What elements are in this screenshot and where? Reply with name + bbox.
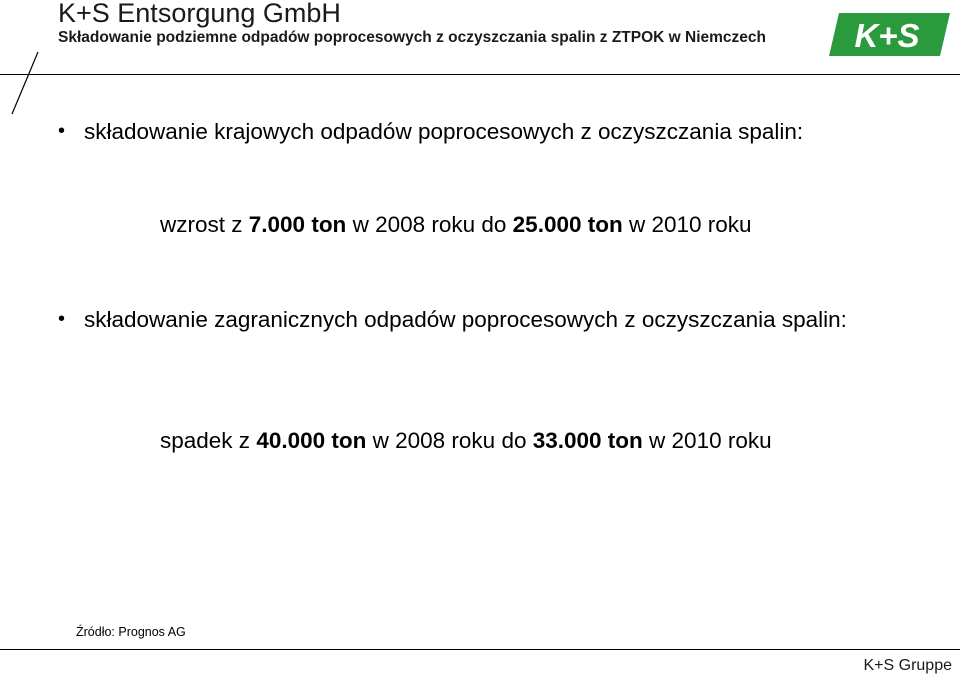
detail-value-end: 33.000 ton — [532, 428, 643, 453]
detail-value-start: 40.000 ton — [256, 428, 367, 453]
bullet-detail — [160, 428, 772, 454]
bullet-text: składowanie krajowych odpadów poprocesowych z oczyszczania spalin: — [84, 119, 804, 144]
company-name: K+S Entsorgung GmbH — [58, 0, 341, 28]
detail-value-end: 25.000 ton — [512, 212, 623, 237]
footer-brand: K+S Gruppe — [863, 657, 952, 674]
detail-suffix: w 2010 roku — [642, 428, 772, 453]
detail-value-start: 7.000 ton — [248, 212, 347, 237]
footer-rule — [0, 649, 960, 650]
bullet-item — [58, 118, 908, 145]
bullet-text: składowanie zagranicznych odpadów poprocesowych z oczyszczania spalin: — [84, 307, 847, 332]
logo-text: K+S — [854, 17, 920, 54]
slide-subtitle: Składowanie podziemne odpadów poprocesowych z oczyszczania spalin z ZTPOK w Niemczech — [58, 29, 766, 46]
bullet-detail — [160, 212, 752, 238]
detail-prefix: wzrost z — [160, 212, 249, 237]
source-note: Źródło: Prognos AG — [76, 625, 186, 639]
detail-prefix: spadek z — [160, 428, 257, 453]
bullet-marker: • — [58, 120, 66, 142]
ks-logo — [829, 13, 950, 56]
bullet-marker: • — [58, 308, 66, 330]
bullet-item — [58, 306, 908, 333]
header-rule — [0, 74, 960, 75]
header-slash-decoration — [0, 52, 60, 122]
detail-middle: w 2008 roku do — [366, 428, 533, 453]
detail-suffix: w 2010 roku — [622, 212, 752, 237]
detail-middle: w 2008 roku do — [346, 212, 513, 237]
